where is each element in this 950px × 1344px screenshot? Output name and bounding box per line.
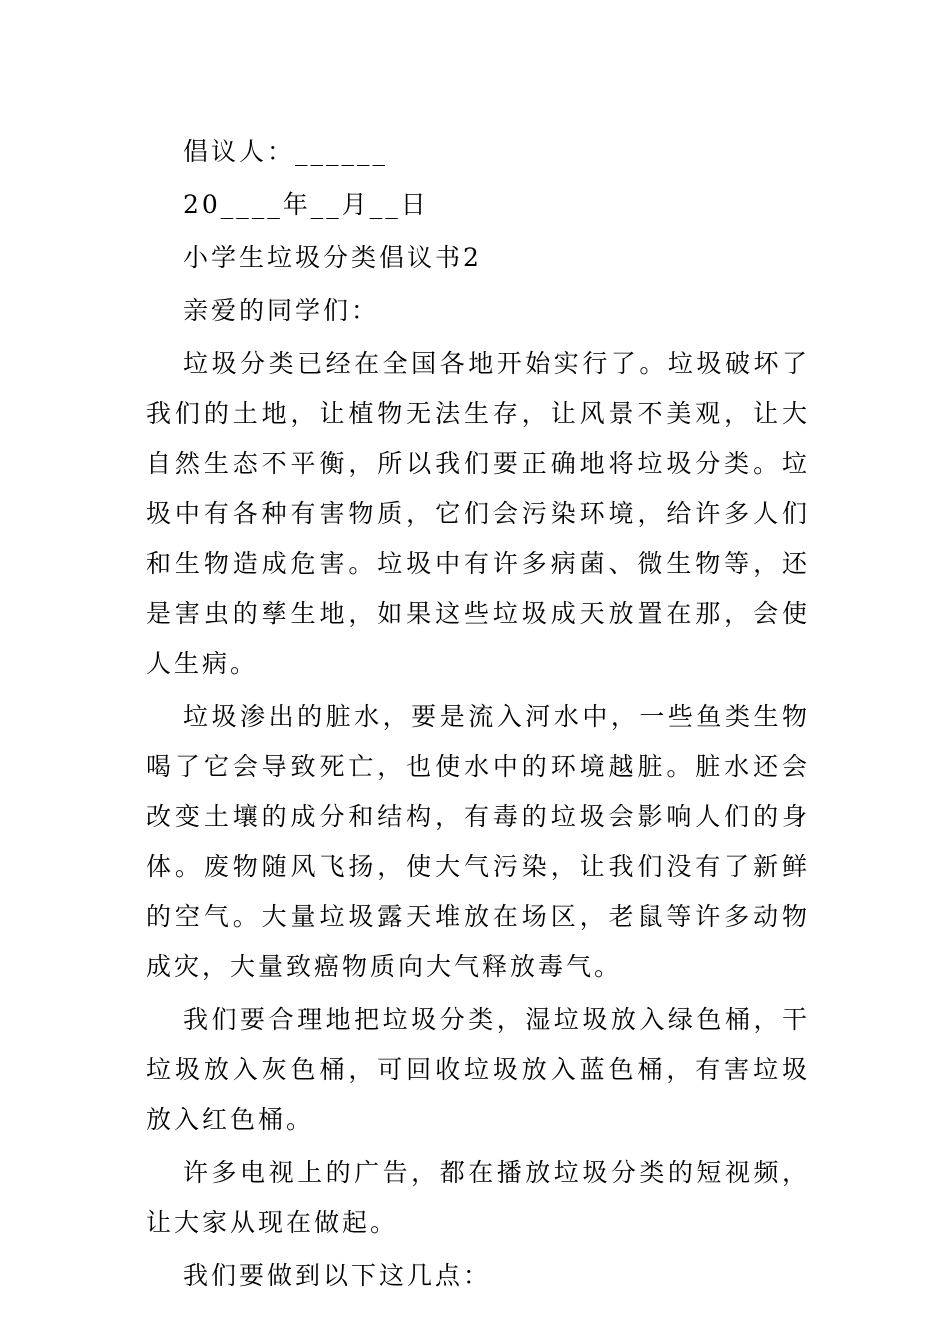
body-paragraph: 我们要合理地把垃圾分类，湿垃圾放入绿色桶，干垃圾放入灰色桶，可回收垃圾放入蓝色桶，有害垃圾放入红色桶。 xyxy=(146,1005,810,1134)
body-paragraph: 许多电视上的广告，都在播放垃圾分类的短视频，让大家从现在做起。 xyxy=(146,1158,810,1237)
salutation: 亲爱的同学们： xyxy=(183,296,380,325)
document-body xyxy=(146,127,810,1304)
body-paragraph: 垃圾分类已经在全国各地开始实行了。垃圾破坏了我们的土地，让植物无法生存，让风景不美观，让大自然生态不平衡，所以我们要正确地将垃圾分类。垃圾中有各种有害物质，它们会污染环境，给许多人们和生物造成危害。垃圾中有许多病菌、微生物等，还是害虫的孳生地，如果这些垃圾成天放置在那，会使人生病。 xyxy=(146,349,810,678)
date-line: 20____年__月__日 xyxy=(183,190,429,219)
signature-line: 倡议人：______ xyxy=(183,137,389,166)
document-title: 小学生垃圾分类倡议书2 xyxy=(183,243,482,272)
body-paragraph: 垃圾渗出的脏水，要是流入河水中，一些鱼类生物喝了它会导致死亡，也使水中的环境越脏。脏水还会改变土壤的成分和结构，有毒的垃圾会影响人们的身体。废物随风飞扬，使大气污染，让我们没有了新鲜的空气。大量垃圾露天堆放在场区，老鼠等许多动物成灾，大量致癌物质向大气释放毒气。 xyxy=(146,702,810,981)
body-paragraph: 我们要做到以下这几点： xyxy=(183,1261,492,1290)
